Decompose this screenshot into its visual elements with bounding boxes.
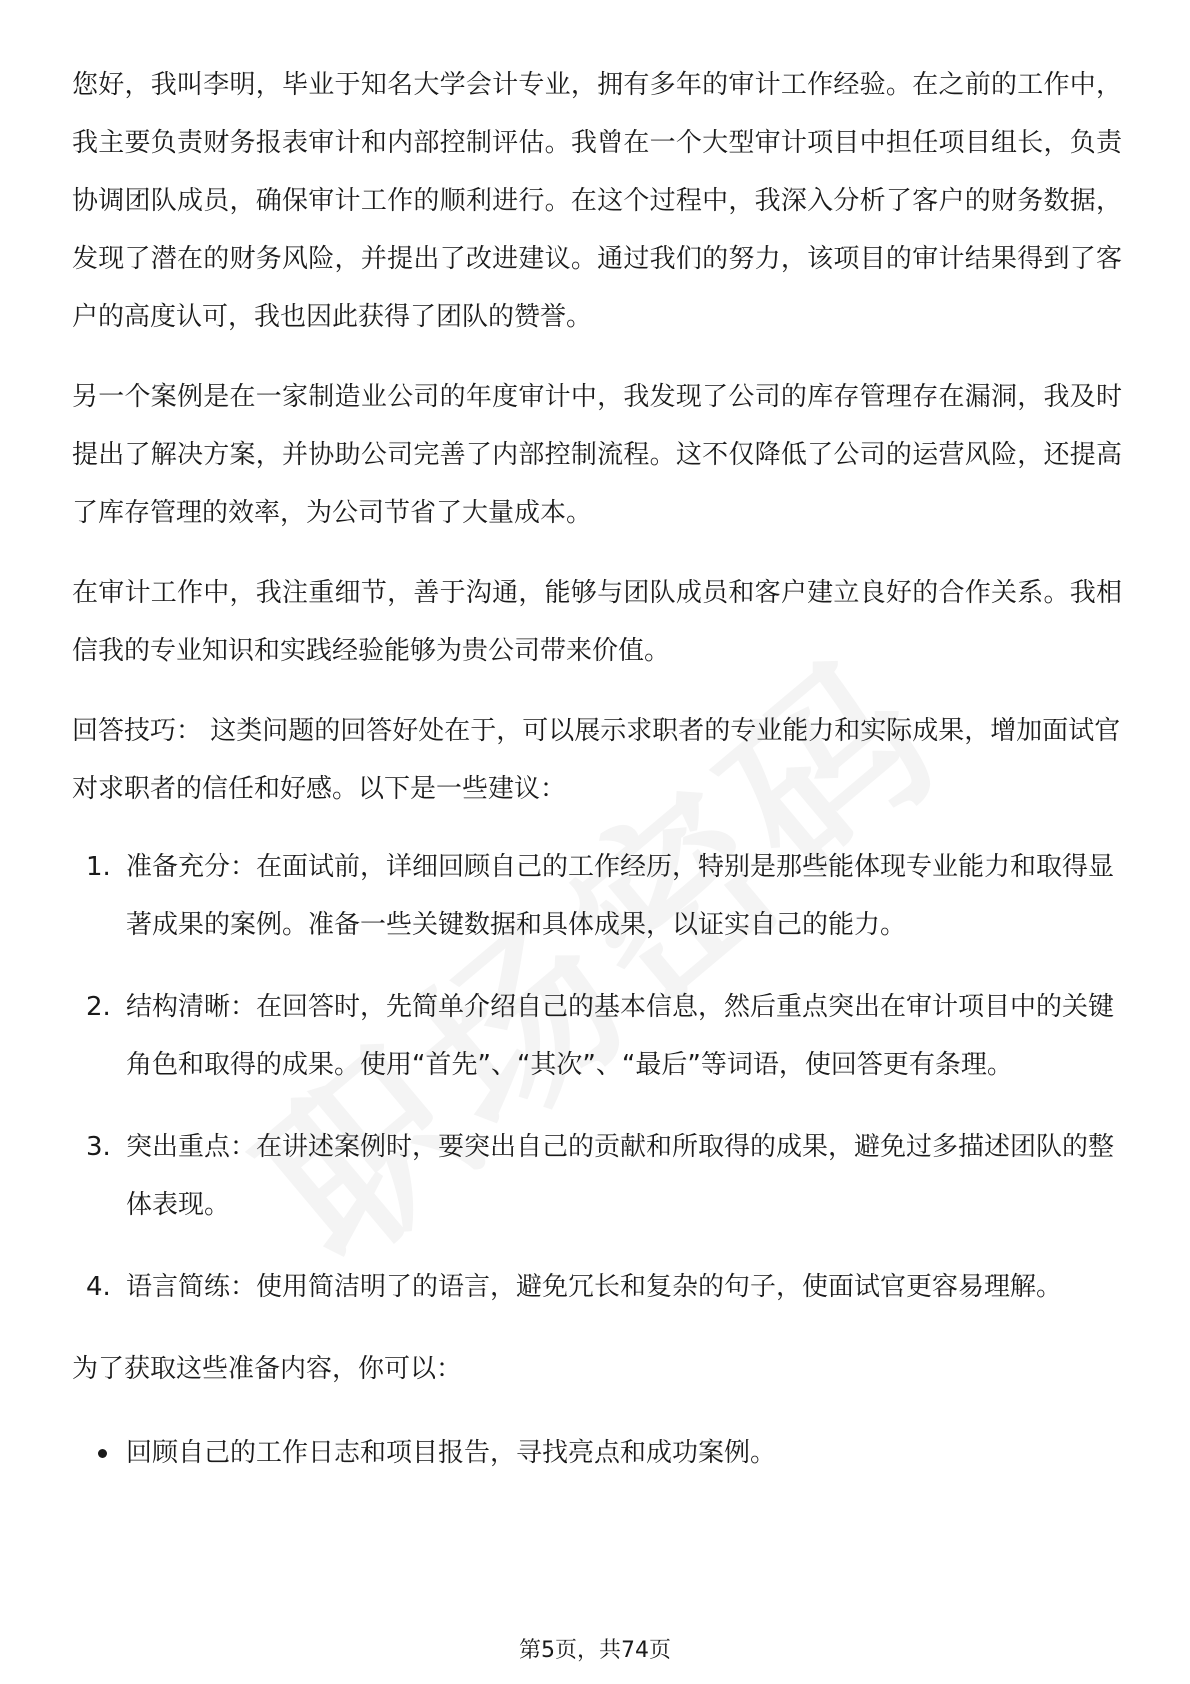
page-number: 第5页，共74页: [519, 1638, 671, 1663]
bullet-list: [72, 1424, 1122, 1482]
tips-list: [72, 838, 1122, 1316]
list-text: 突出重点：在讲述案例时，要突出自己的贡献和所取得的成果，避免过多描述团队的整体表现。: [126, 1132, 1115, 1220]
paragraph-case: 另一个案例是在一家制造业公司的年度审计中，我发现了公司的库存管理存在漏洞，我及时提出了解决方案，并协助公司完善了内部控制流程。这不仅降低了公司的运营风险，还提高了库存管理的效率，为公司节省了大量成本。: [72, 382, 1122, 528]
list-text: 结构清晰：在回答时，先简单介绍自己的基本信息，然后重点突出在审计项目中的关键角色和取得的成果。使用“首先”、“其次”、“最后”等词语，使回答更有条理。: [126, 992, 1115, 1080]
list-number: 3.: [86, 1132, 111, 1162]
list-number: 2.: [86, 992, 111, 1022]
page-content: [72, 56, 1122, 1482]
bullet-text: 回顾自己的工作日志和项目报告，寻找亮点和成功案例。: [126, 1438, 777, 1468]
list-number: 1.: [86, 852, 111, 882]
list-item: [72, 838, 1122, 954]
list-item: [72, 1258, 1122, 1316]
bullet-item: [72, 1424, 1122, 1482]
paragraph-summary: 在审计工作中，我注重细节，善于沟通，能够与团队成员和客户建立良好的合作关系。我相信我的专业知识和实践经验能够为贵公司带来价值。: [72, 578, 1122, 666]
preparation-intro: 为了获取这些准备内容，你可以：: [72, 1354, 463, 1384]
paragraph-intro: 您好，我叫李明，毕业于知名大学会计专业，拥有多年的审计工作经验。在之前的工作中，我主要负责财务报表审计和内部控制评估。我曾在一个大型审计项目中担任项目组长，负责协调团队成员，确保审计工作的顺利进行。在这个过程中，我深入分析了客户的财务数据，发现了潜在的财务风险，并提出了改进建议。通过我们的努力，该项目的审计结果得到了客户的高度认可，我也因此获得了团队的赞誉。: [72, 70, 1122, 332]
list-item: [72, 1118, 1122, 1234]
list-number: 4.: [86, 1272, 111, 1302]
answer-tips: 回答技巧： 这类问题的回答好处在于，可以展示求职者的专业能力和实际成果，增加面试官对求职者的信任和好感。以下是一些建议：: [72, 716, 1121, 804]
bullet-dot-icon: [98, 1449, 107, 1458]
list-text: 准备充分：在面试前，详细回顾自己的工作经历，特别是那些能体现专业能力和取得显著成果的案例。准备一些关键数据和具体成果，以证实自己的能力。: [126, 852, 1115, 940]
list-item: [72, 978, 1122, 1094]
list-text: 语言简练：使用简洁明了的语言，避免冗长和复杂的句子，使面试官更容易理解。: [126, 1272, 1063, 1302]
